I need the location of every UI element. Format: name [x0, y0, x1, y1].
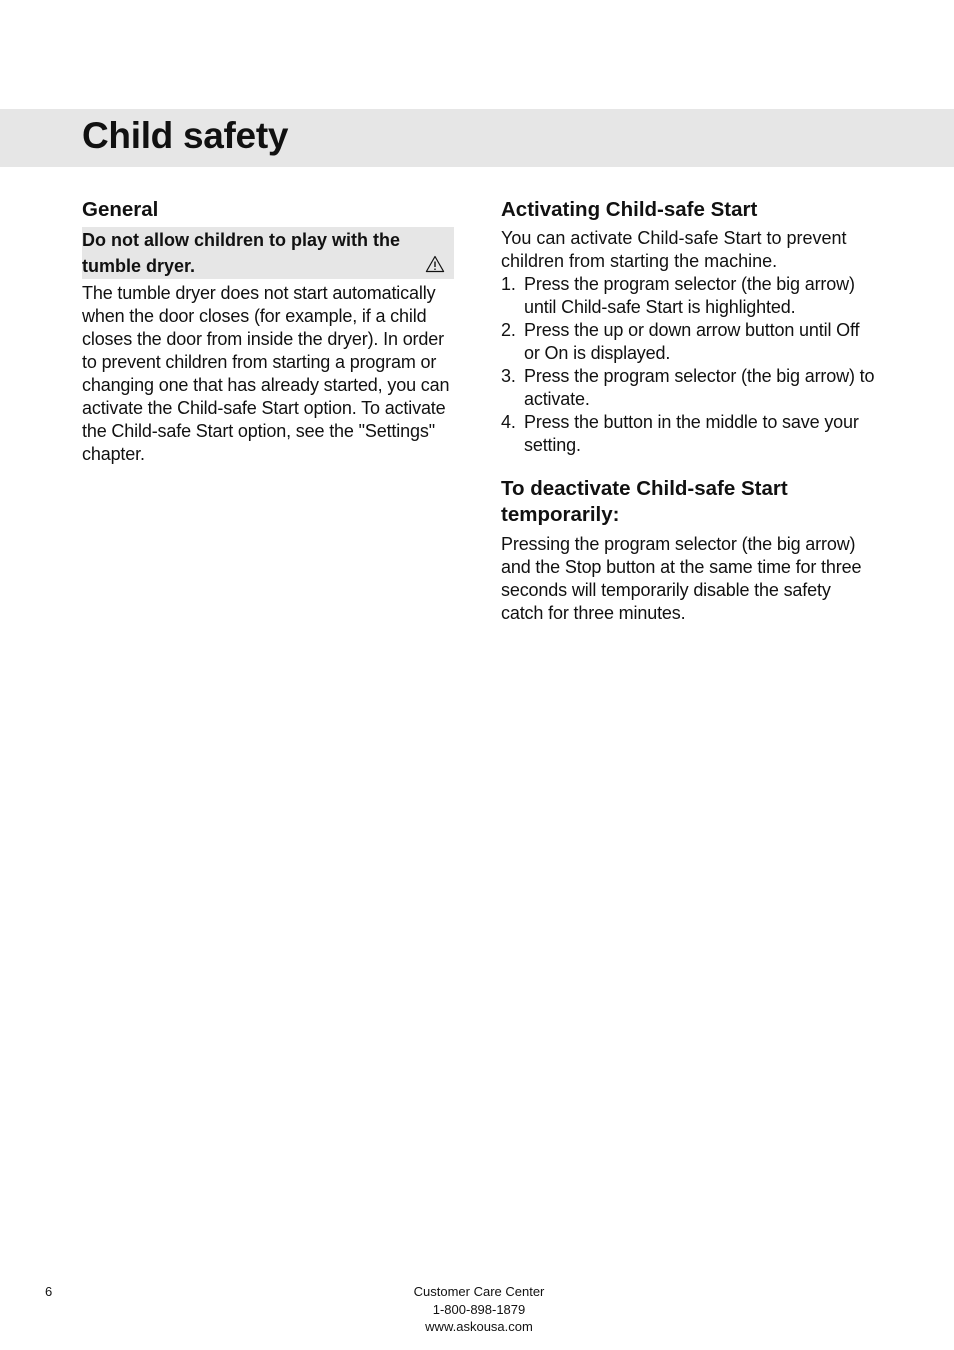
- list-item: [501, 411, 875, 457]
- step-text: Press the button in the middle to save your setting.: [524, 412, 859, 455]
- page-number: 6: [45, 1284, 53, 1299]
- footer-care-center: Customer Care Center: [413, 1284, 545, 1299]
- list-item: [501, 365, 875, 411]
- page-title: Child safety: [82, 115, 289, 156]
- activating-heading: Activating Child-safe Start: [501, 198, 758, 221]
- footer-website: www.askousa.com: [425, 1319, 533, 1334]
- step-number: 2.: [501, 320, 516, 340]
- activating-intro: You can activate Child-safe Start to prevent children from starting the machine.: [501, 228, 847, 271]
- list-item: [501, 319, 875, 365]
- step-text: Press the program selector (the big arrow) to activate.: [524, 366, 875, 409]
- step-number: 3.: [501, 366, 516, 386]
- general-heading: General: [82, 198, 159, 221]
- footer-phone: 1-800-898-1879: [432, 1301, 526, 1317]
- warning-triangle-icon: [425, 255, 445, 273]
- step-number: 4.: [501, 412, 516, 432]
- warning-box: [82, 227, 454, 279]
- general-section: [82, 197, 454, 466]
- warning-text: Do not allow children to play with the tumble dryer.: [82, 230, 401, 276]
- general-body: The tumble dryer does not start automatically when the door closes (for example, if a child closes the door from inside the dryer). In order to prevent children from starting a program or changing one that has already started, you can activate the Child-safe Start option. To activate the Child-safe Start option, see the "Settings" chapter.: [82, 283, 450, 464]
- step-text: Press the up or down arrow button until Off or On is displayed.: [524, 320, 860, 363]
- footer-contact: [379, 1283, 579, 1336]
- list-item: [501, 273, 875, 319]
- step-number: 1.: [501, 274, 516, 294]
- deactivate-body: Pressing the program selector (the big arrow) and the Stop button at the same time for three seconds will temporarily disable the safety catch for three minutes.: [501, 534, 862, 623]
- steps-list: [501, 273, 875, 457]
- activating-section: [501, 197, 875, 625]
- deactivate-heading: To deactivate Child-safe Start temporarily:: [501, 477, 788, 526]
- step-text: Press the program selector (the big arrow) until Child-safe Start is highlighted.: [524, 274, 855, 317]
